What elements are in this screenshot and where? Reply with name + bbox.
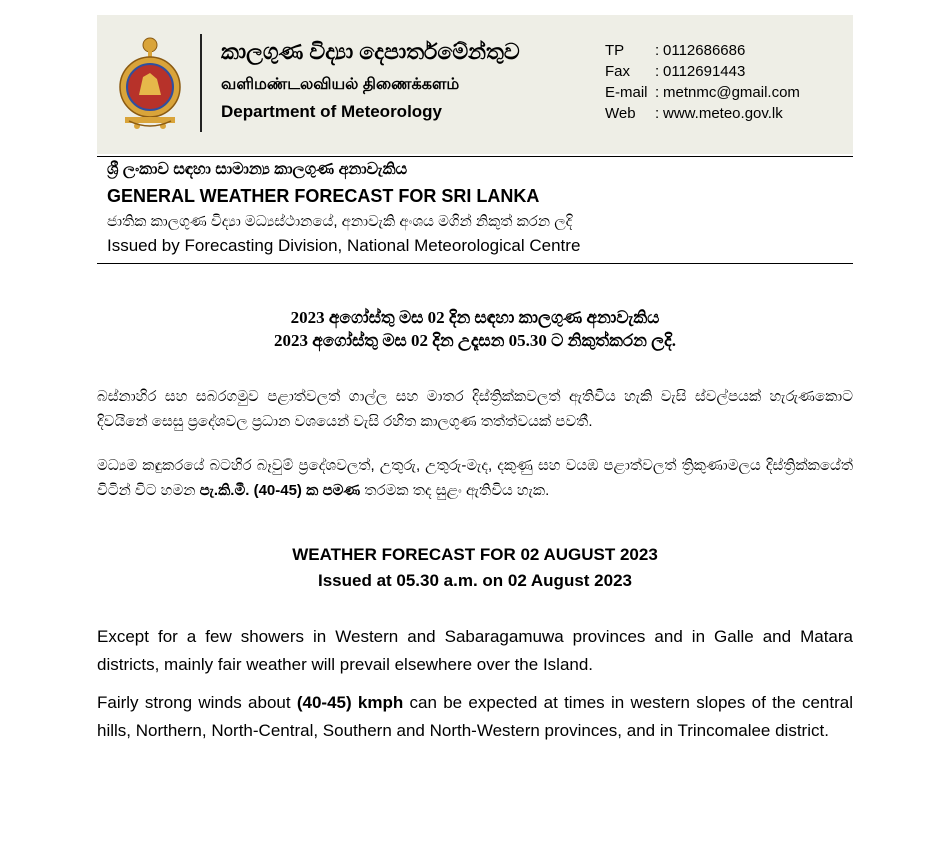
sinhala-paragraph-2 (97, 453, 853, 503)
english-paragraph-1: Except for a few showers in Western and Sabaragamuwa provinces and in Galle and Matara districts, mainly fair weather will prevail elsewhere over the Island. (97, 627, 853, 674)
org-name-tamil: வளிமண்டலவியல் திணைக்களம் (221, 76, 460, 93)
org-name-english: Department of Meteorology (221, 102, 443, 121)
sinhala-para2-text-end: තරමක තද සුළං ඇතිවිය හැක. (360, 482, 550, 499)
contact-fax (605, 61, 800, 82)
org-name-sinhala: කාලගුණ විද්‍යා දෙපාර්තමේන්තුව (221, 39, 520, 64)
contact-label: E-mail (605, 84, 648, 101)
sinhala-para2-text: මධ්‍යම කඳුකරයේ බටහිර බෑවුම් ප්‍රදේශවලත්, උතුරු, උතුරු-මැද, දකුණු සහ වයඹ පළාත්වලත් ත්‍රිකුණාමලය දිස්ත්‍රික්කයේත් විටින් විට හමන (97, 457, 853, 499)
issuer-english: Issued by Forecasting Division, National Meteorological Centre (107, 236, 581, 255)
forecast-title-english: GENERAL WEATHER FORECAST FOR SRI LANKA (107, 186, 540, 206)
contact-label: TP (605, 42, 625, 59)
contact-sep: : (655, 63, 660, 80)
contact-label: Fax (605, 63, 631, 80)
sri-lanka-emblem-icon (117, 35, 183, 131)
english-para2-text-end: can be expected at times in western slopes of the central hills, Northern, North-Central, Southern and North-Western provinces, and in Trincomalee district. (97, 693, 853, 740)
contact-sep: : (655, 105, 660, 122)
contact-phone (605, 40, 800, 61)
contact-block (605, 40, 800, 124)
email-link[interactable]: metnmc@gmail.com (663, 84, 800, 101)
letterhead (97, 15, 853, 154)
website-link[interactable]: www.meteo.gov.lk (663, 105, 783, 122)
phone-value: 0112686686 (663, 42, 746, 59)
header-divider (200, 34, 202, 132)
issuer-sinhala: ජාතික කාලගුණ විද්‍යා මධ්‍යස්ථානයේ, අනාවැකි අංශය මගින් නිකුත් කරන ලදි (107, 213, 573, 230)
sinhala-wind-speed: පැ.කි.මී. (40-45) ක පමණ (199, 482, 361, 499)
english-issued-line: Issued at 05.30 a.m. on 02 August 2023 (317, 571, 632, 590)
english-wind-speed: (40-45) kmph (296, 693, 404, 712)
divider-top (97, 156, 853, 157)
contact-web (605, 103, 800, 124)
forecast-title-sinhala: ශ්‍රී ලංකාව සඳහා සාමාන්‍ය කාලගුණ අනාවැකිය (107, 161, 408, 178)
divider-bottom (97, 263, 853, 264)
contact-label: Web (605, 105, 636, 122)
sinhala-paragraph-1: බස්නාහිර සහ සබරගමුව පළාත්වලත් ගාල්ල සහ මාතර දිස්ත්‍රික්කවලත් ඇතිවිය හැකි වැසි ස්වල්පයක් හැරුණකොට දිවයිනේ සෙසු ප්‍රදේශවල ප්‍රධාන වශයෙන් වැසි රහිත කාලගුණ තත්ත්වයක් පවතී. (97, 388, 853, 430)
contact-email (605, 82, 800, 103)
contact-sep: : (655, 42, 660, 59)
sinhala-issued-line: 2023 අගෝස්තු මස 02 දින උදෑසන 05.30 ට නිකුත්කරන ලදි. (274, 331, 676, 350)
english-para2-text: Fairly strong winds about (97, 693, 297, 712)
fax-value: 0112691443 (663, 63, 746, 80)
sinhala-forecast-date: 2023 අගෝස්තු මස 02 දින සඳහා කාලගුණ අනාවැකිය (290, 308, 660, 327)
english-paragraph-2 (97, 689, 853, 745)
english-forecast-heading: WEATHER FORECAST FOR 02 AUGUST 2023 (292, 545, 658, 564)
contact-sep: : (655, 84, 660, 101)
